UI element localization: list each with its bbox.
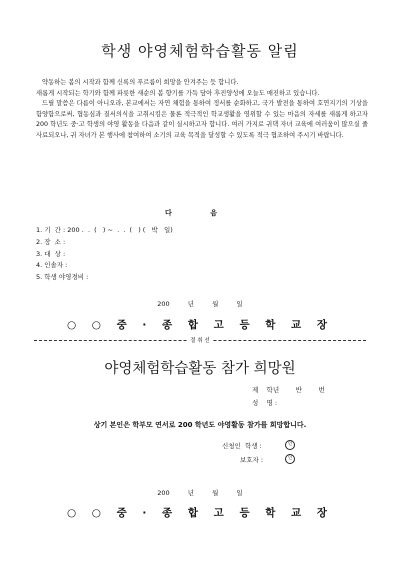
grade-class-number-field: 제 학년 반 번 <box>252 386 325 394</box>
cut-line-label: 절 취 선 <box>0 336 400 344</box>
detail-item-cost: 5. 학생 야영경비 : <box>36 273 89 282</box>
notice-date-line: 200 년 월 일 <box>157 300 243 308</box>
applicant-student-label: 신청인 학생 : <box>222 442 262 450</box>
form-date-line: 200 년 월 일 <box>157 489 243 497</box>
notice-paragraph-3: 드릴 말씀은 다름이 아니오라, 본교에서는 자연 체험을 통하여 정서를 순화하고, 국가 발전을 통하여 호연지기의 기상을 함양함으로써, 협동심과 질서의식을 고취시킴은 물론 적극적인 학교생활을 영위할 수 있는 마음의 자세를 새롭게 하고자 200 학년도 중·고 학생의 야영 활동을 다음과 같이 실시하고자 합니다. 여러 가지로 귀댁 자녀 교육에 여러움이 많으실 줄 사료되오나, 귀 자녀가 본 행사에 참여하여 소기의 교육 목적을 달성할 수 있도록 적극 협조하여 주시기 바랍니다. <box>36 100 368 139</box>
guardian-label: 보호자 : <box>240 456 264 464</box>
notice-school-signature: ○ ○ 중 · 종 합 고 등 학 교 장 <box>66 319 333 331</box>
detail-item-leader: 4. 인솔자 : <box>36 261 68 270</box>
notice-paragraph-2: 새롭게 시작되는 학기와 함께 파릇한 새순의 봄 향기를 가득 담아 후진양성에 오늘도 매진하고 있습니다. <box>36 89 320 97</box>
detail-item-target: 3. 대 상 : <box>36 249 66 258</box>
notice-body <box>36 78 368 142</box>
participation-statement: 상기 본인은 학부모 연서로 200 학년도 야영활동 참가를 희망합니다. <box>93 421 307 429</box>
details-heading: 다 음 <box>165 209 235 217</box>
details-list <box>36 225 173 284</box>
student-name-field: 성 명 : <box>252 399 278 407</box>
notice-title: 학생 야영체험학습활동 알림 <box>101 42 299 60</box>
detail-item-place: 2. 장 소 : <box>36 237 66 246</box>
guardian-seal-mark: 인 <box>285 454 295 464</box>
applicant-seal-mark: 인 <box>285 440 295 450</box>
notice-paragraph-1: 약동하는 봄의 시작과 함께 신록의 푸르름이 희망을 안겨주는 듯 합니다. <box>42 79 239 86</box>
detail-item-period: 1. 기 간 : 200 . . ( ) ~ . . ( ) ( 박 일) <box>36 226 173 234</box>
form-school-signature: ○ ○ 중 · 종 합 고 등 학 교 장 <box>66 507 333 519</box>
form-title: 야영체험학습활동 참가 희망원 <box>104 361 296 377</box>
